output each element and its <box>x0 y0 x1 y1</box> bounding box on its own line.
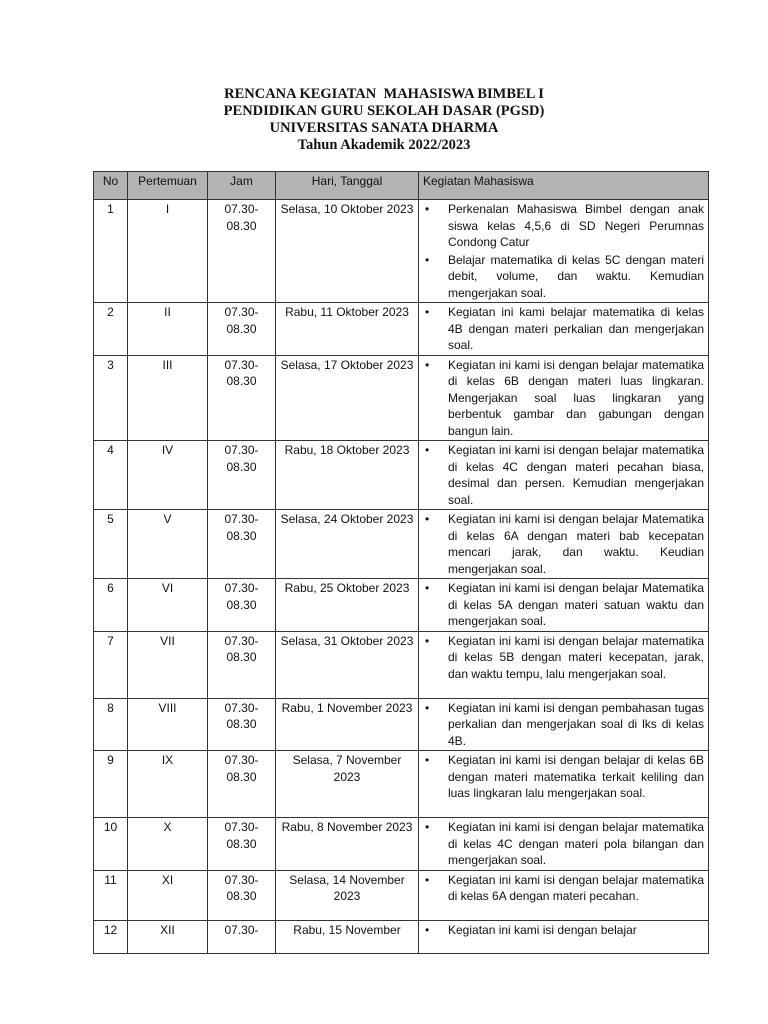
day-date-cell: Selasa, 7 November 2023 <box>276 751 419 818</box>
bullet-icon: • <box>425 512 430 526</box>
activity-text: Kegiatan ini kami isi dengan belajar Matematika di kelas 6A dengan materi bab kecepatan mencari jarak, dan waktu. Keudian mengerjakan soal. <box>448 512 704 576</box>
activity-text: Kegiatan ini kami isi dengan pembahasan tugas perkalian dan mengerjakan soal di lks di kelas 4B. <box>448 700 704 748</box>
header-academic-year-line: Tahun Akademik 2022/2023 <box>297 137 471 153</box>
row-number-cell: 5 <box>94 510 128 579</box>
meeting-cell: VII <box>128 631 208 698</box>
header-title-line: RENCANA KEGIATAN MAHASISWA BIMBEL I <box>224 86 544 102</box>
time-cell <box>208 920 276 953</box>
activity-cell <box>419 510 709 579</box>
activity-cell <box>419 631 709 698</box>
time-cell <box>208 200 276 303</box>
activity-text: Kegiatan ini kami isi dengan belajar matematika di kelas 4C dengan materi pola bilangan dan mengerjakan soal. <box>448 820 704 867</box>
activity-item <box>423 752 704 802</box>
table-row <box>94 751 709 818</box>
time-cell <box>208 698 276 751</box>
time-cell <box>208 510 276 579</box>
meeting-cell: VIII <box>128 698 208 751</box>
time-cell <box>208 303 276 356</box>
row-number-cell: 10 <box>94 818 128 871</box>
row-number-cell: 9 <box>94 751 128 818</box>
time-end: 08.30 <box>226 836 257 851</box>
meeting-cell: XII <box>128 920 208 953</box>
day-date-cell: Selasa, 17 Oktober 2023 <box>276 355 419 441</box>
table-row <box>94 870 709 920</box>
activity-cell <box>419 751 709 818</box>
table-body <box>94 200 709 954</box>
day-date-cell: Selasa, 14 November 2023 <box>276 870 419 920</box>
column-header-jam: Jam <box>208 172 276 200</box>
header-university-line: UNIVERSITAS SANATA DHARMA <box>269 120 499 136</box>
row-number-cell: 8 <box>94 698 128 751</box>
bullet-icon: • <box>425 252 430 267</box>
activity-item <box>423 201 704 251</box>
bullet-icon: • <box>425 753 430 767</box>
activity-list <box>423 633 704 683</box>
activity-item <box>423 580 704 630</box>
activity-list <box>423 580 704 630</box>
meeting-cell: XI <box>128 870 208 920</box>
activity-list <box>423 357 704 440</box>
activity-list <box>423 819 704 869</box>
time-end: 08.30 <box>226 218 257 233</box>
activity-text: Kegiatan ini kami isi dengan belajar matematika di kelas 6B dengan materi luas lingkaran. Mengerjakan soal luas lingkaran yang berbentuk gambar dan gabungan dengan bangun lain. <box>448 357 704 438</box>
activity-list <box>423 304 704 354</box>
meeting-cell: IX <box>128 751 208 818</box>
activity-list <box>423 872 704 905</box>
activity-text: Kegiatan ini kami isi dengan belajar <box>448 922 637 937</box>
activity-list <box>423 752 704 802</box>
bullet-icon: • <box>425 305 430 319</box>
meeting-cell: IV <box>128 441 208 510</box>
bullet-icon: • <box>425 202 430 216</box>
time-end: 08.30 <box>226 597 257 612</box>
activity-item <box>423 357 704 440</box>
bullet-icon: • <box>425 357 430 372</box>
time-end: 08.30 <box>226 321 257 336</box>
activity-cell <box>419 441 709 510</box>
day-date-cell: Selasa, 10 Oktober 2023 <box>276 200 419 303</box>
activity-text: Kegiatan ini kami isi dengan belajar matematika di kelas 5B dengan materi kecepatan, jarak, dan waktu tempu, lalu mengerjakan soal. <box>448 633 704 681</box>
day-date-cell: Rabu, 25 Oktober 2023 <box>276 579 419 632</box>
time-cell <box>208 579 276 632</box>
activity-cell <box>419 200 709 303</box>
row-number-cell: 1 <box>94 200 128 303</box>
activity-schedule-table <box>93 171 709 954</box>
day-date-cell: Rabu, 11 Oktober 2023 <box>276 303 419 356</box>
meeting-cell: VI <box>128 579 208 632</box>
day-date-cell: Rabu, 1 November 2023 <box>276 698 419 751</box>
row-number-cell: 12 <box>94 920 128 953</box>
activity-item <box>423 819 704 869</box>
meeting-cell: X <box>128 818 208 871</box>
time-end: 08.30 <box>226 459 257 474</box>
time-cell <box>208 818 276 871</box>
time-start: 07.30- <box>224 700 259 715</box>
activity-cell <box>419 303 709 356</box>
activity-cell <box>419 698 709 751</box>
row-number-cell: 6 <box>94 579 128 632</box>
row-number-cell: 7 <box>94 631 128 698</box>
activity-text: Kegiatan ini kami isi dengan belajar matematika di kelas 6A dengan materi pecahan. <box>448 872 704 903</box>
header-program-line: PENDIDIKAN GURU SEKOLAH DASAR (PGSD) <box>223 103 545 119</box>
activity-item <box>423 304 704 354</box>
activity-text: Belajar matematika di kelas 5C dengan materi debit, volume, dan waktu. Kemudian mengerjakan soal. <box>448 252 704 300</box>
time-cell <box>208 751 276 818</box>
activity-list <box>423 922 704 939</box>
time-start: 07.30- <box>224 753 259 767</box>
activity-list <box>423 442 704 508</box>
time-start: 07.30- <box>224 357 259 372</box>
time-start: 07.30- <box>224 202 259 216</box>
bullet-icon: • <box>425 700 430 715</box>
table-row <box>94 818 709 871</box>
bullet-icon: • <box>425 443 430 457</box>
day-date-cell: Rabu, 18 Oktober 2023 <box>276 441 419 510</box>
activity-cell <box>419 355 709 441</box>
day-date-cell: Rabu, 15 November <box>276 920 419 953</box>
row-number-cell: 3 <box>94 355 128 441</box>
bullet-icon: • <box>425 633 430 648</box>
activity-text: Kegiatan ini kami isi dengan belajar matematika di kelas 4C dengan materi pecahan biasa, desimal dan persen. Kemudian mengerjakan soal. <box>448 443 704 507</box>
table-row <box>94 355 709 441</box>
activity-item <box>423 511 704 577</box>
activity-item <box>423 252 704 302</box>
bullet-icon: • <box>425 820 430 834</box>
table-row <box>94 510 709 579</box>
time-end: 08.30 <box>226 769 257 784</box>
time-start: 07.30- <box>224 633 259 648</box>
document-header <box>0 86 768 154</box>
table-row <box>94 441 709 510</box>
activity-cell <box>419 579 709 632</box>
time-end: 08.30 <box>226 889 257 903</box>
activity-item <box>423 633 704 683</box>
time-start: 07.30- <box>224 443 259 457</box>
day-date-cell: Rabu, 8 November 2023 <box>276 818 419 871</box>
table-row <box>94 579 709 632</box>
table-row <box>94 631 709 698</box>
column-header-no: No <box>94 172 128 200</box>
time-cell <box>208 631 276 698</box>
day-date-cell: Selasa, 31 Oktober 2023 <box>276 631 419 698</box>
time-end: 08.30 <box>226 528 257 543</box>
table-header-row <box>94 172 709 200</box>
activity-list <box>423 511 704 577</box>
time-start: 07.30- <box>224 581 259 595</box>
time-end: 08.30 <box>226 374 257 388</box>
column-header-kegiatan: Kegiatan Mahasiswa <box>419 172 709 200</box>
activity-cell <box>419 920 709 953</box>
day-date-cell: Selasa, 24 Oktober 2023 <box>276 510 419 579</box>
activity-list <box>423 700 704 750</box>
time-cell <box>208 441 276 510</box>
bullet-icon: • <box>425 872 430 887</box>
column-header-hari-tanggal: Hari, Tanggal <box>276 172 419 200</box>
bullet-icon: • <box>425 581 430 595</box>
bullet-icon: • <box>425 922 430 937</box>
activity-item <box>423 442 704 508</box>
row-number-cell: 2 <box>94 303 128 356</box>
time-end: 08.30 <box>226 650 257 664</box>
activity-cell <box>419 870 709 920</box>
time-end: 08.30 <box>226 717 257 731</box>
table-row <box>94 200 709 303</box>
table-row <box>94 920 709 953</box>
activity-text: Kegiatan ini kami belajar matematika di kelas 4B dengan materi perkalian dan mengerjakan soal. <box>448 305 704 352</box>
table-row <box>94 303 709 356</box>
activity-text: Kegiatan ini kami isi dengan belajar di kelas 6B dengan materi matematika terkait keliling dan luas lingkaran lalu mengerjakan soal. <box>448 753 704 800</box>
time-start: 07.30- <box>224 512 259 526</box>
activity-text: Kegiatan ini kami isi dengan belajar Matematika di kelas 5A dengan materi satuan waktu dan mengerjakan soal. <box>448 581 704 628</box>
table-row <box>94 698 709 751</box>
row-number-cell: 4 <box>94 441 128 510</box>
column-header-pertemuan: Pertemuan <box>128 172 208 200</box>
row-number-cell: 11 <box>94 870 128 920</box>
activity-list <box>423 201 704 301</box>
activity-item <box>423 700 704 750</box>
activity-cell <box>419 818 709 871</box>
time-start: 07.30- <box>224 872 259 887</box>
activity-item <box>423 922 704 939</box>
activity-item <box>423 872 704 905</box>
time-start: 07.30- <box>224 820 259 834</box>
meeting-cell: III <box>128 355 208 441</box>
activity-text: Perkenalan Mahasiswa Bimbel dengan anak siswa kelas 4,5,6 di SD Negeri Perumnas Condong Catur <box>448 202 704 249</box>
meeting-cell: V <box>128 510 208 579</box>
time-start: 07.30- <box>224 922 259 937</box>
time-cell <box>208 870 276 920</box>
meeting-cell: II <box>128 303 208 356</box>
meeting-cell: I <box>128 200 208 303</box>
time-cell <box>208 355 276 441</box>
time-start: 07.30- <box>224 305 259 319</box>
